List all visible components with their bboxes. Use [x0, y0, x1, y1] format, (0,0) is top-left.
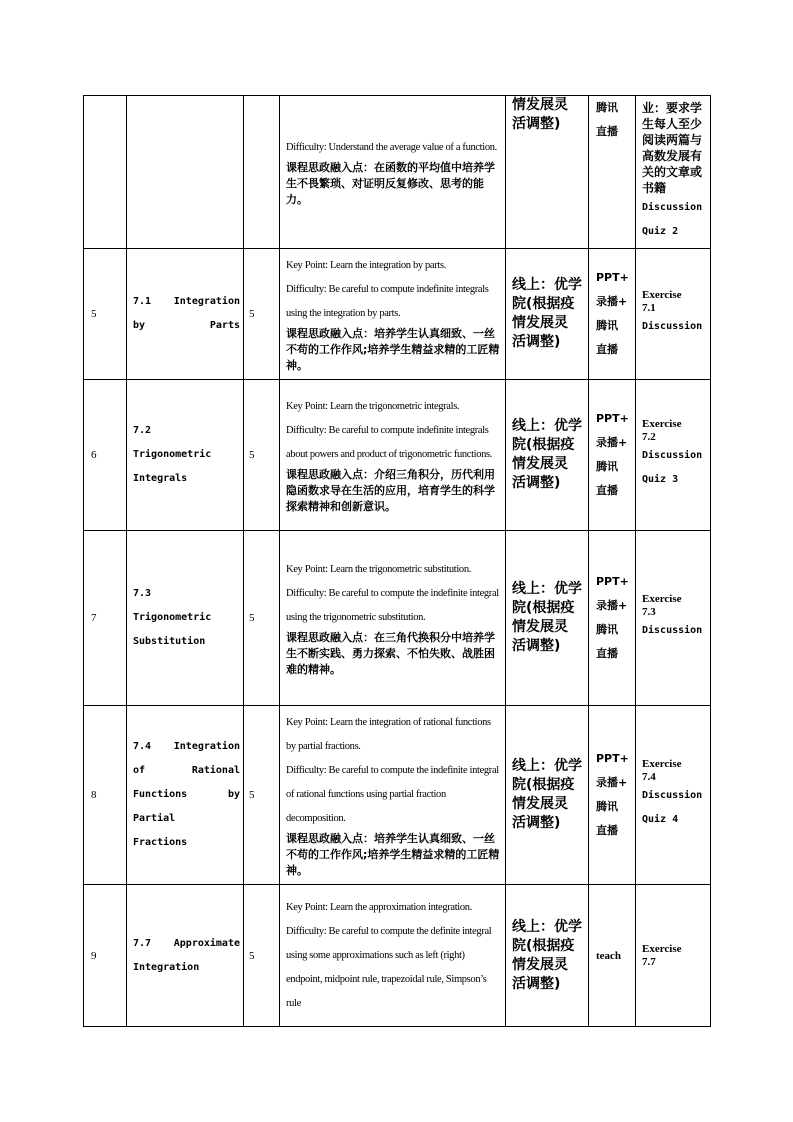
mode-line: 情发展灵 — [512, 956, 568, 973]
tool-line: 直播 — [596, 824, 618, 837]
schedule-rows — [84, 96, 711, 1027]
tool-line: 腾讯 — [596, 800, 618, 813]
mode-line: 活调整) — [512, 334, 561, 350]
homework-cell — [636, 249, 711, 380]
objective-text: Key Point: Learn the approximation integration. — [286, 901, 472, 913]
topic-line: of Rational — [133, 765, 240, 776]
homework-line: 7.2 — [642, 431, 656, 443]
homework-line: 7.1 — [642, 302, 656, 314]
mode-line: 线上：优学 — [512, 418, 582, 434]
mode-line: 情发展灵 — [512, 456, 568, 472]
tool-line: 直播 — [596, 484, 618, 497]
tool-line: PPT+ — [596, 271, 629, 284]
topic-line: Fractions — [133, 837, 188, 848]
mode-line: 线上：优学 — [512, 277, 582, 293]
table-row — [84, 96, 711, 249]
teaching-tools-cell — [589, 706, 636, 885]
homework-cell — [636, 706, 711, 885]
homework-line: Discussion — [642, 790, 703, 801]
topic-line: Trigonometric — [133, 612, 212, 623]
objective-text: Difficulty: Understand the average value of a function. — [286, 142, 497, 153]
homework-cell — [636, 380, 711, 531]
mode-line: 院(根据疫 — [512, 600, 575, 616]
homework-line: 7.3 — [642, 606, 656, 618]
tool-line: PPT+ — [596, 752, 629, 765]
tool-line: PPT+ — [596, 575, 629, 588]
tool-line: 腾讯 — [596, 319, 618, 332]
homework-line: 7.7 — [642, 955, 656, 968]
mode-line: 活调整) — [512, 638, 561, 654]
topic-cell — [127, 249, 244, 380]
homework-cell — [636, 531, 711, 706]
objective-text: Difficulty: Be careful to compute the indefinite integral using the trigonometric substitution. — [286, 588, 499, 623]
table-row — [84, 531, 711, 706]
hours-cell: 5 — [244, 249, 280, 380]
tool-line: 录播+ — [596, 295, 628, 308]
teaching-tools-cell — [589, 531, 636, 706]
teaching-mode-cell — [506, 885, 589, 1027]
topic-line: Partial — [133, 813, 176, 824]
tool-line: 直播 — [596, 343, 618, 356]
topic-line: by Parts — [133, 320, 240, 331]
teaching-mode-cell — [506, 249, 589, 380]
objective-text: Difficulty: Be careful to compute the definite integral using some approximations such as left (right) endpoint, midpoint rule, trapezoidal rule, Simpson’s rule — [286, 925, 492, 1009]
teaching-tools-cell — [589, 885, 636, 1027]
objectives-cell — [280, 96, 506, 249]
tool-line: 录播+ — [596, 436, 628, 449]
homework-line: Discussion — [642, 625, 703, 636]
tool-line: 腾讯 — [596, 101, 618, 114]
ideology-text: 课程思政融入点：培养学生认真细致、一丝不苟的工作作风;培养学生精益求精的工匠精神。 — [286, 327, 500, 372]
homework-line: Discussion — [642, 321, 703, 332]
topic-line: Integrals — [133, 473, 188, 484]
mode-line: 情发展灵 — [512, 315, 568, 331]
mode-line: 线上：优学 — [512, 581, 582, 597]
objective-text: Difficulty: Be careful to compute the indefinite integral of rational functions using partial fraction decomposition. — [286, 765, 499, 824]
ideology-text: 课程思政融入点：在函数的平均值中培养学生不畏繁琐、对证明反复修改、思考的能力。 — [286, 161, 495, 206]
objectives-cell — [280, 885, 506, 1027]
tool-line: teach — [596, 949, 622, 962]
mode-line: 院(根据疫 — [512, 437, 575, 453]
ideology-text: 课程思政融入点：培养学生认真细致、一丝不苟的工作作风;培养学生精益求精的工匠精神。 — [286, 832, 500, 877]
tool-line: 直播 — [596, 647, 618, 660]
objective-text: Key Point: Learn the integration of rational functions by partial fractions. — [286, 717, 491, 752]
tool-line: 腾讯 — [596, 623, 618, 636]
homework-line: Exercise — [642, 418, 682, 430]
topic-cell — [127, 706, 244, 885]
ideology-text: 课程思政融入点：介绍三角积分，历代利用隐函数求导在生活的应用，培育学生的科学探索精神和创新意识。 — [286, 468, 495, 513]
teaching-mode-cell — [506, 96, 589, 249]
hours-cell: 5 — [244, 885, 280, 1027]
table-row — [84, 706, 711, 885]
week-cell — [84, 96, 127, 249]
teaching-mode-cell — [506, 706, 589, 885]
topic-line: 7.4 Integration — [133, 741, 240, 752]
hours-cell: 5 — [244, 531, 280, 706]
homework-line: Exercise — [642, 758, 682, 770]
topic-cell — [127, 531, 244, 706]
schedule-table — [83, 95, 711, 1027]
mode-line: 情发展灵 — [512, 619, 568, 635]
topic-line: Integration — [133, 961, 200, 973]
mode-line: 情发展灵 — [512, 97, 568, 113]
tool-line: PPT+ — [596, 412, 629, 425]
topic-line: 7.3 — [133, 588, 152, 599]
week-cell: 8 — [84, 706, 127, 885]
topic-line: Functions by — [133, 789, 240, 800]
mode-line: 活调整) — [512, 815, 561, 831]
objectives-cell — [280, 380, 506, 531]
homework-line: Discussion — [642, 450, 703, 461]
week-cell: 9 — [84, 885, 127, 1027]
teaching-tools-cell — [589, 249, 636, 380]
topic-line: 7.2 — [133, 425, 152, 436]
table-row — [84, 249, 711, 380]
homework-line: Exercise — [642, 942, 682, 955]
objectives-cell — [280, 706, 506, 885]
homework-line: Exercise — [642, 289, 682, 301]
topic-line: Trigonometric — [133, 449, 212, 460]
objectives-cell — [280, 249, 506, 380]
tool-line: 腾讯 — [596, 460, 618, 473]
topic-cell — [127, 885, 244, 1027]
week-cell: 7 — [84, 531, 127, 706]
teaching-tools-cell — [589, 380, 636, 531]
hours-cell: 5 — [244, 706, 280, 885]
tool-line: 直播 — [596, 125, 618, 138]
teaching-mode-cell — [506, 380, 589, 531]
objective-text: Key Point: Learn the trigonometric substitution. — [286, 564, 472, 575]
homework-cell — [636, 96, 711, 249]
topic-cell — [127, 380, 244, 531]
homework-cell — [636, 885, 711, 1027]
homework-line: 业：要求学生每人至少阅读两篇与高数发展有关的文章或书籍 — [642, 101, 703, 195]
topic-cell — [127, 96, 244, 249]
ideology-text: 课程思政融入点：在三角代换积分中培养学生不断实践、勇力探索、不怕失败、战胜困难的精神。 — [286, 631, 495, 676]
topic-line: 7.1 Integration — [133, 296, 240, 307]
table-row — [84, 885, 711, 1027]
objective-text: Difficulty: Be careful to compute indefinite integrals about powers and product of trigonometric functions. — [286, 425, 493, 460]
tool-line: 录播+ — [596, 776, 628, 789]
week-cell: 6 — [84, 380, 127, 531]
mode-line: 线上：优学 — [512, 918, 582, 935]
teaching-mode-cell — [506, 531, 589, 706]
homework-line: Quiz 2 — [642, 226, 679, 237]
mode-line: 活调整) — [512, 475, 561, 491]
homework-line: Discussion — [642, 202, 703, 213]
teaching-tools-cell — [589, 96, 636, 249]
objectives-cell — [280, 531, 506, 706]
homework-line: Quiz 4 — [642, 814, 679, 825]
topic-line: 7.7 Approximate — [133, 937, 240, 949]
homework-line: Exercise — [642, 593, 682, 605]
tool-line: 录播+ — [596, 599, 628, 612]
mode-line: 院(根据疫 — [512, 777, 575, 793]
hours-cell — [244, 96, 280, 249]
mode-line: 活调整) — [512, 975, 561, 992]
mode-line: 线上：优学 — [512, 758, 582, 774]
objective-text: Key Point: Learn the trigonometric integrals. — [286, 401, 460, 412]
topic-line: Substitution — [133, 636, 206, 647]
table-row — [84, 380, 711, 531]
mode-line: 活调整) — [512, 116, 561, 132]
homework-line: Quiz 3 — [642, 474, 679, 485]
mode-line: 情发展灵 — [512, 796, 568, 812]
objective-text: Key Point: Learn the integration by parts. — [286, 260, 446, 271]
homework-line: 7.4 — [642, 771, 656, 783]
objective-text: Difficulty: Be careful to compute indefinite integrals using the integration by parts. — [286, 284, 489, 319]
mode-line: 院(根据疫 — [512, 937, 575, 954]
week-cell: 5 — [84, 249, 127, 380]
hours-cell: 5 — [244, 380, 280, 531]
mode-line: 院(根据疫 — [512, 296, 575, 312]
